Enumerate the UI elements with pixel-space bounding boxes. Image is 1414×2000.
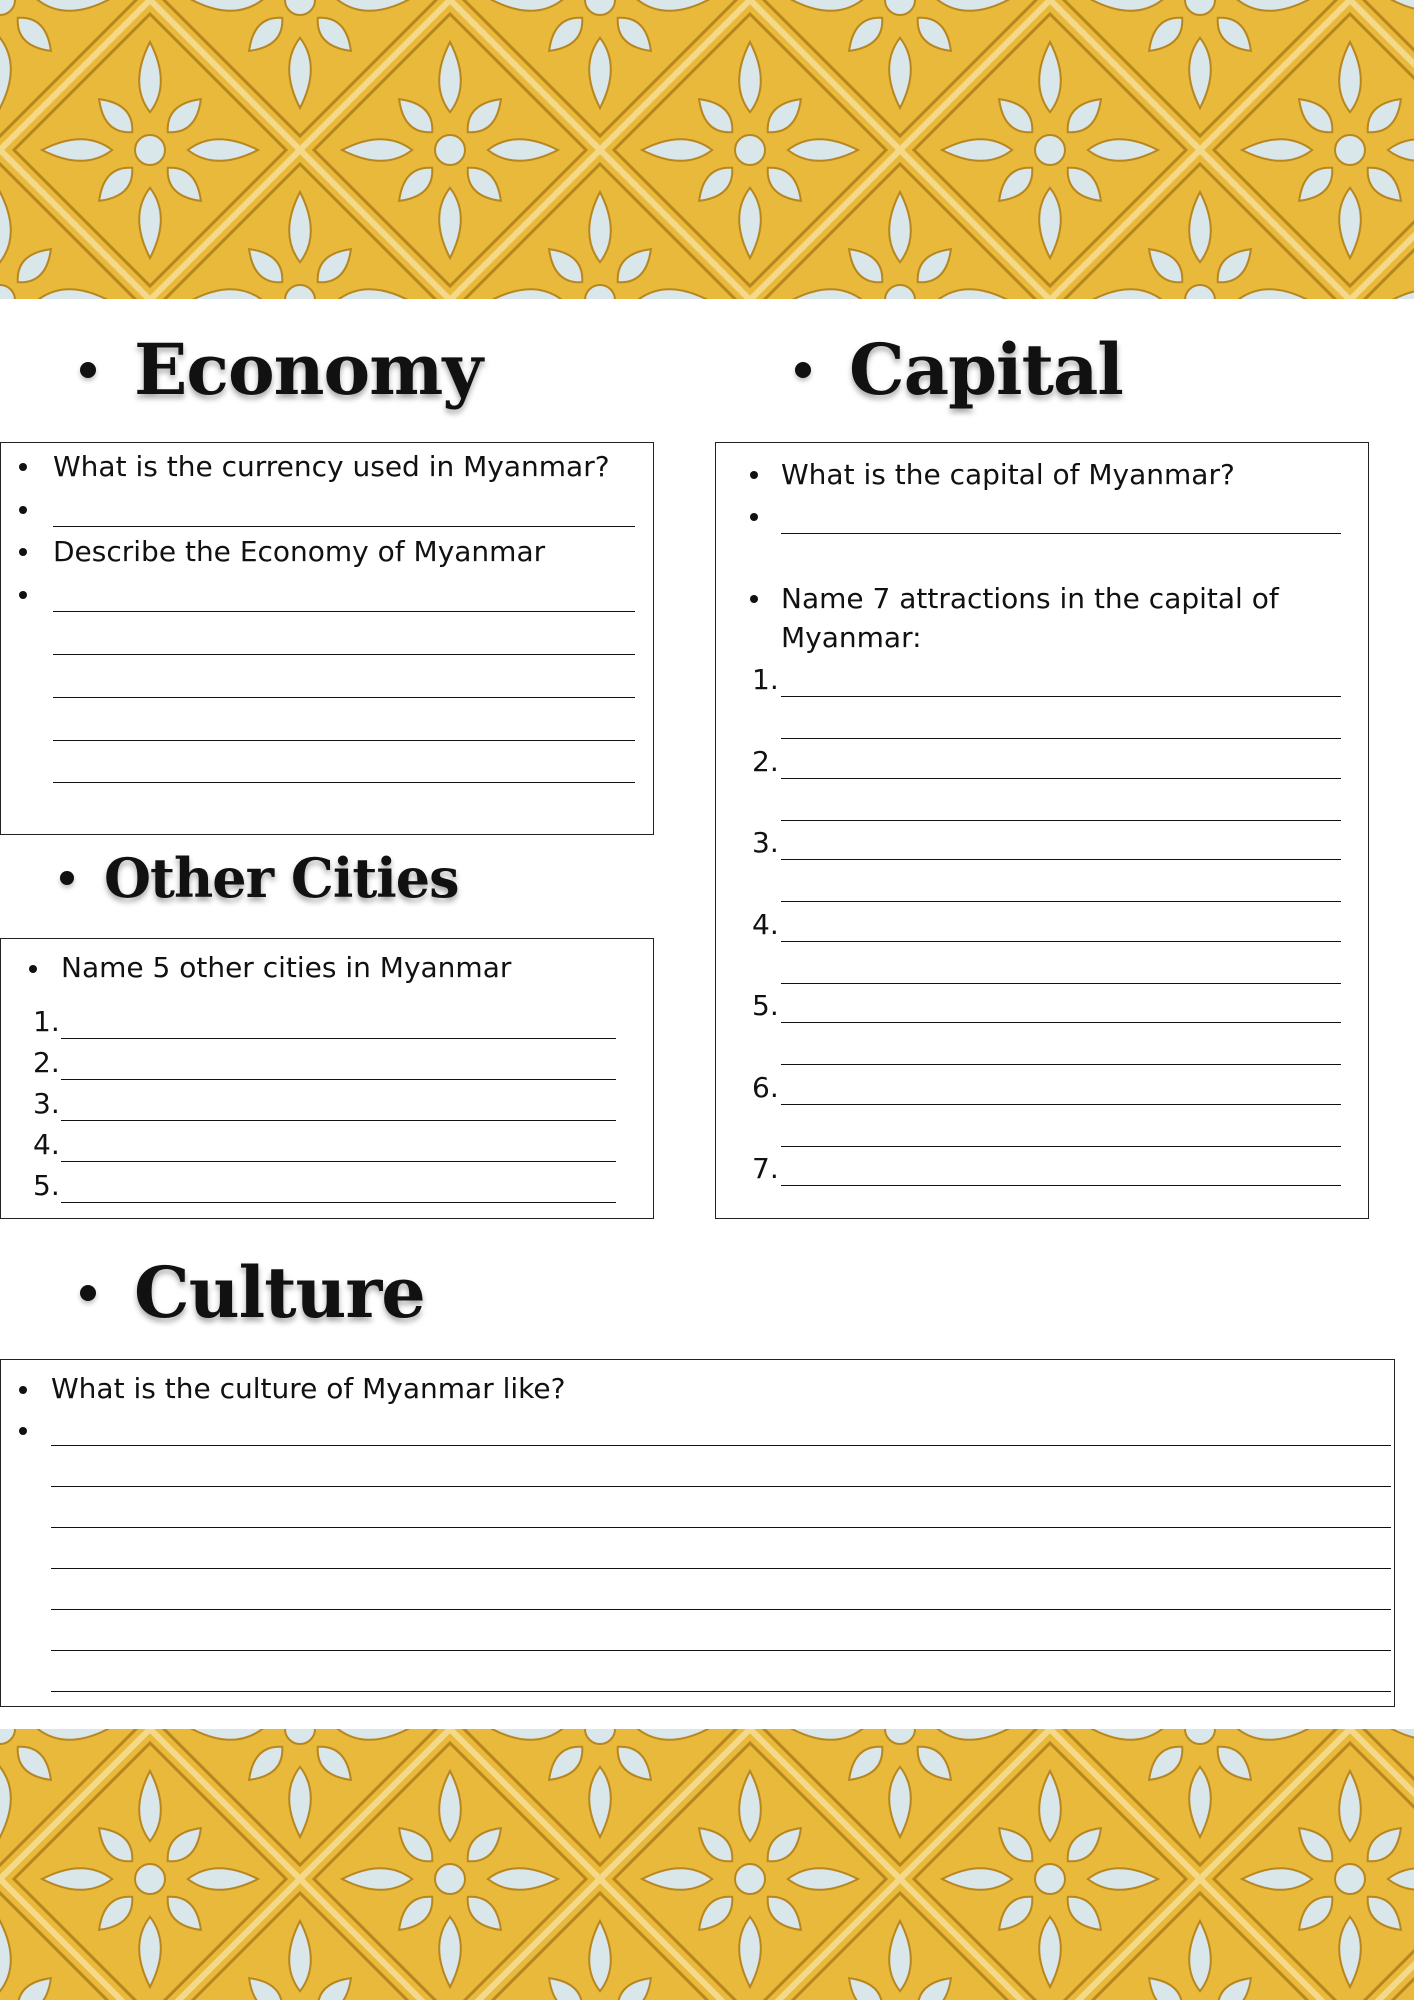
- answer-line[interactable]: [781, 696, 1341, 697]
- bullet-icon: [29, 965, 37, 973]
- diamond-floral-pattern: [0, 0, 1414, 299]
- list-number: 4.: [752, 907, 779, 941]
- culture-box: [0, 1359, 1395, 1707]
- list-number: 7.: [752, 1152, 779, 1185]
- bullet-icon: [750, 595, 758, 603]
- answer-line[interactable]: [781, 820, 1341, 821]
- answer-line[interactable]: [781, 738, 1341, 739]
- answer-line[interactable]: [51, 1568, 1391, 1569]
- answer-line[interactable]: [781, 1064, 1341, 1065]
- answer-line[interactable]: [781, 941, 1341, 942]
- answer-line[interactable]: [53, 611, 635, 612]
- list-number: 4.: [33, 1128, 60, 1161]
- bullet-icon: [19, 463, 27, 471]
- bullet-icon: [750, 471, 758, 479]
- answer-line[interactable]: [61, 1120, 616, 1121]
- list-number: 1.: [33, 1005, 60, 1038]
- answer-line[interactable]: [53, 526, 635, 527]
- answer-line[interactable]: [781, 778, 1341, 779]
- bullet-icon: [19, 591, 27, 599]
- list-number: 1.: [752, 663, 779, 696]
- diamond-floral-pattern: [0, 1729, 1414, 2000]
- list-number: 2.: [752, 744, 779, 778]
- answer-line[interactable]: [51, 1445, 1391, 1446]
- capital-box: [715, 442, 1369, 1219]
- answer-line[interactable]: [61, 1202, 616, 1203]
- capital-question-name: What is the capital of Myanmar?: [781, 458, 1235, 491]
- answer-line[interactable]: [781, 1022, 1341, 1023]
- list-number: 5.: [752, 989, 779, 1022]
- bottom-banner-pattern: [0, 1729, 1414, 2000]
- answer-line[interactable]: [781, 1185, 1341, 1186]
- bullet-icon: [795, 362, 811, 378]
- economy-question-currency: What is the currency used in Myanmar?: [53, 450, 610, 483]
- answer-line[interactable]: [61, 1161, 616, 1162]
- answer-line[interactable]: [781, 983, 1341, 984]
- top-banner-pattern: [0, 0, 1414, 299]
- answer-line[interactable]: [53, 782, 635, 783]
- capital-question-attractions-line2: Myanmar:: [781, 621, 922, 654]
- answer-line[interactable]: [51, 1650, 1391, 1651]
- culture-heading: [80, 1251, 425, 1334]
- economy-question-describe: Describe the Economy of Myanmar: [53, 535, 546, 568]
- list-number: 6.: [752, 1070, 779, 1104]
- answer-line[interactable]: [53, 740, 635, 741]
- bullet-icon: [19, 1386, 27, 1394]
- bullet-icon: [19, 506, 27, 514]
- list-number: 3.: [33, 1087, 60, 1120]
- economy-heading: [80, 328, 482, 411]
- answer-line[interactable]: [51, 1609, 1391, 1610]
- answer-line[interactable]: [781, 533, 1341, 534]
- bullet-icon: [80, 1285, 96, 1301]
- answer-line[interactable]: [51, 1486, 1391, 1487]
- answer-line[interactable]: [781, 859, 1341, 860]
- answer-line[interactable]: [61, 1038, 616, 1039]
- other-cities-heading: [60, 846, 459, 910]
- answer-line[interactable]: [781, 1104, 1341, 1105]
- culture-heading-text: Culture: [134, 1251, 425, 1334]
- bullet-icon: [80, 362, 96, 378]
- list-number: 3.: [752, 826, 779, 859]
- other-cities-question: Name 5 other cities in Myanmar: [61, 951, 512, 984]
- answer-line[interactable]: [53, 654, 635, 655]
- other-cities-heading-text: Other Cities: [104, 846, 459, 910]
- answer-line[interactable]: [53, 697, 635, 698]
- bullet-icon: [19, 548, 27, 556]
- answer-line[interactable]: [781, 901, 1341, 902]
- list-number: 5.: [33, 1169, 60, 1202]
- answer-line[interactable]: [61, 1079, 616, 1080]
- other-cities-box: [0, 938, 654, 1219]
- bullet-icon: [750, 513, 758, 521]
- capital-question-attractions-line1: Name 7 attractions in the capital of: [781, 582, 1279, 615]
- list-number: 2.: [33, 1046, 60, 1079]
- economy-box: [0, 442, 654, 835]
- capital-heading-text: Capital: [849, 328, 1123, 411]
- culture-question: What is the culture of Myanmar like?: [51, 1372, 566, 1405]
- economy-heading-text: Economy: [134, 328, 482, 411]
- answer-line[interactable]: [781, 1146, 1341, 1147]
- capital-heading: [795, 328, 1123, 411]
- bullet-icon: [19, 1427, 27, 1435]
- bullet-icon: [60, 871, 74, 885]
- answer-line[interactable]: [51, 1527, 1391, 1528]
- answer-line[interactable]: [51, 1691, 1391, 1692]
